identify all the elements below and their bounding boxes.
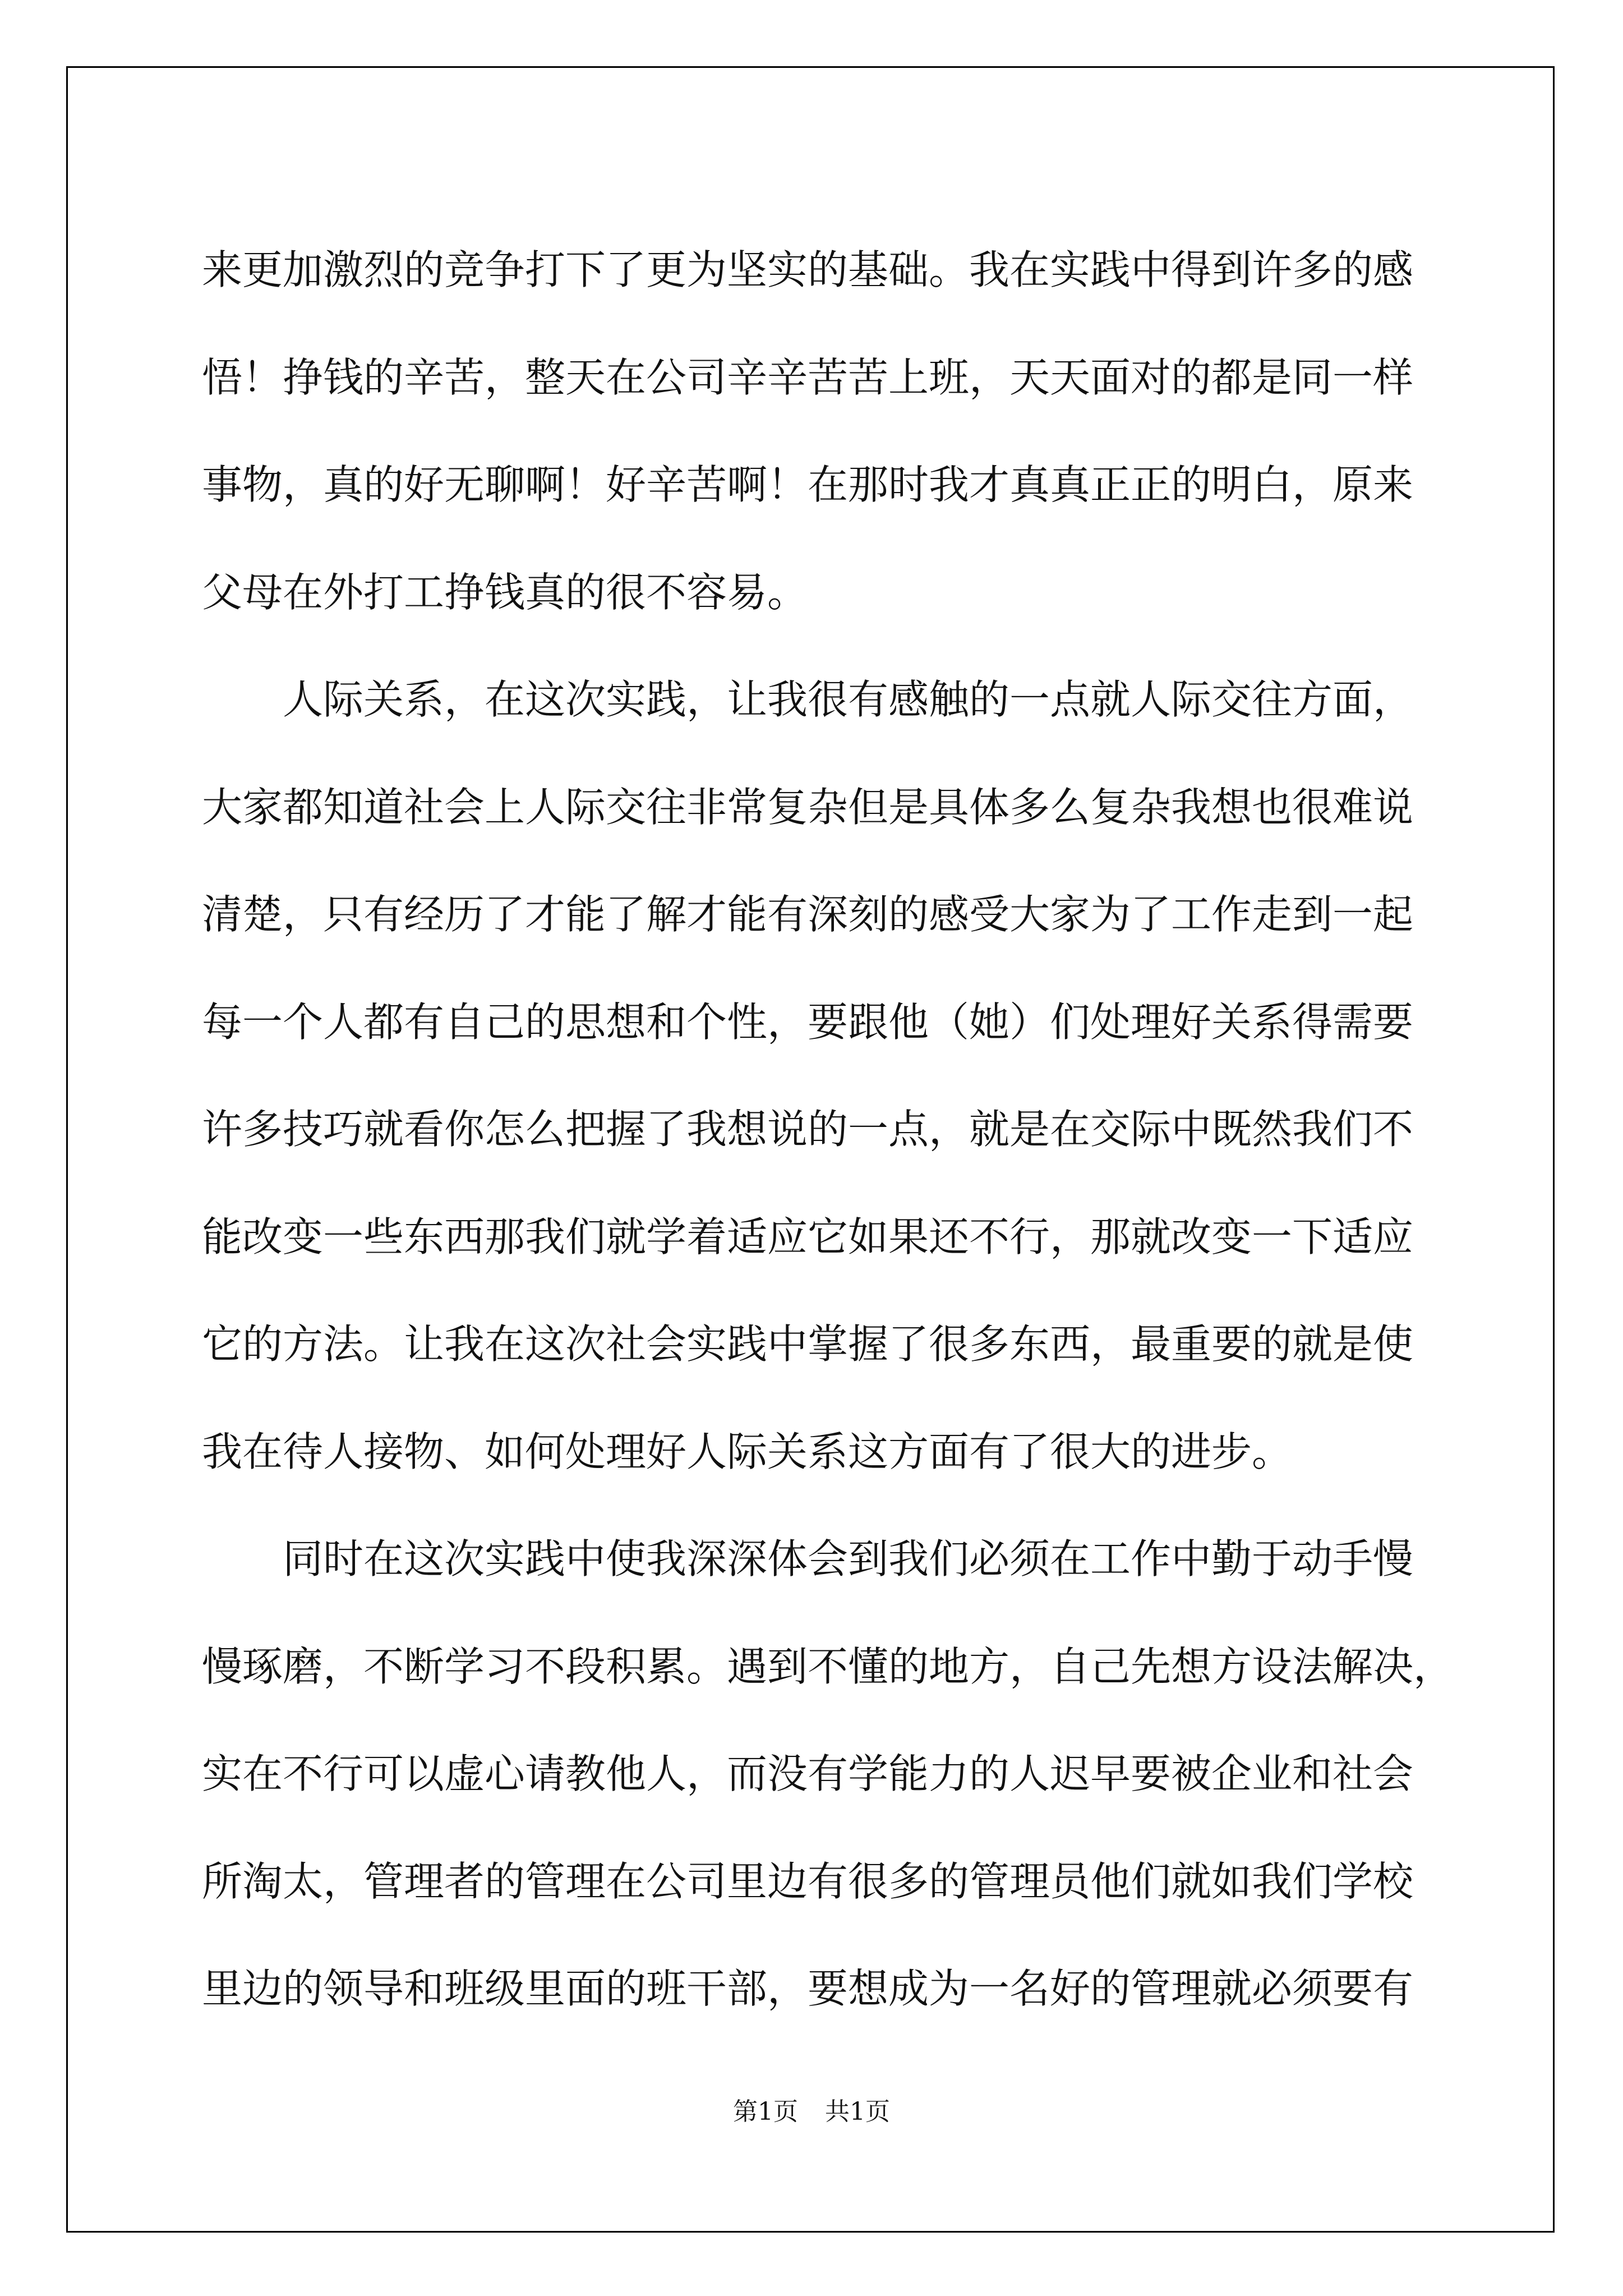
text-line: 来更加激烈的竞争打下了更为坚实的基础。我在实践中得到许多的感 (202, 246, 1414, 293)
text-line: 清楚，只有经历了才能了解才能有深刻的感受大家为了工作走到一起 (202, 891, 1414, 938)
text-line: 所淘太，管理者的管理在公司里边有很多的管理员他们就如我们学校 (202, 1857, 1414, 1905)
document-body (202, 217, 1454, 2043)
text-line: 同时在这次实践中使我深深体会到我们必须在工作中勤于动手慢 (202, 1535, 1414, 1582)
text-line: 慢琢磨，不断学习不段积累。遇到不懂的地方，自己先想方设法解决， (202, 1642, 1454, 1690)
text-line: 实在不行可以虚心请教他人，而没有学能力的人迟早要被企业和社会 (202, 1750, 1414, 1797)
page-footer (0, 2095, 1623, 2129)
text-line: 人际关系，在这次实践，让我很有感触的一点就人际交往方面， (202, 676, 1414, 723)
text-line: 事物，真的好无聊啊！好辛苦啊！在那时我才真真正正的明白，原来 (202, 461, 1414, 508)
text-line: 我在待人接物、如何处理好人际关系这方面有了很大的进步。 (202, 1428, 1293, 1475)
text-line: 每一个人都有自己的思想和个性，要跟他（她）们处理好关系得需要 (202, 998, 1414, 1046)
text-line: 它的方法。让我在这次社会实践中掌握了很多东西，最重要的就是使 (202, 1320, 1414, 1368)
page-number: 第1页 (733, 2097, 798, 2126)
text-line: 悟！挣钱的辛苦，整天在公司辛辛苦苦上班，天天面对的都是同一样 (202, 353, 1414, 401)
text-line: 能改变一些东西那我们就学着适应它如果还不行，那就改变一下适应 (202, 1213, 1414, 1260)
text-line: 里边的领导和班级里面的班干部，要想成为一名好的管理就必须要有 (202, 1965, 1414, 2012)
text-line: 大家都知道社会上人际交往非常复杂但是具体多么复杂我想也很难说 (202, 783, 1414, 831)
text-line: 父母在外打工挣钱真的很不容易。 (202, 568, 808, 616)
text-line: 许多技巧就看你怎么把握了我想说的一点，就是在交际中既然我们不 (202, 1106, 1414, 1153)
page-total: 共1页 (825, 2097, 890, 2126)
